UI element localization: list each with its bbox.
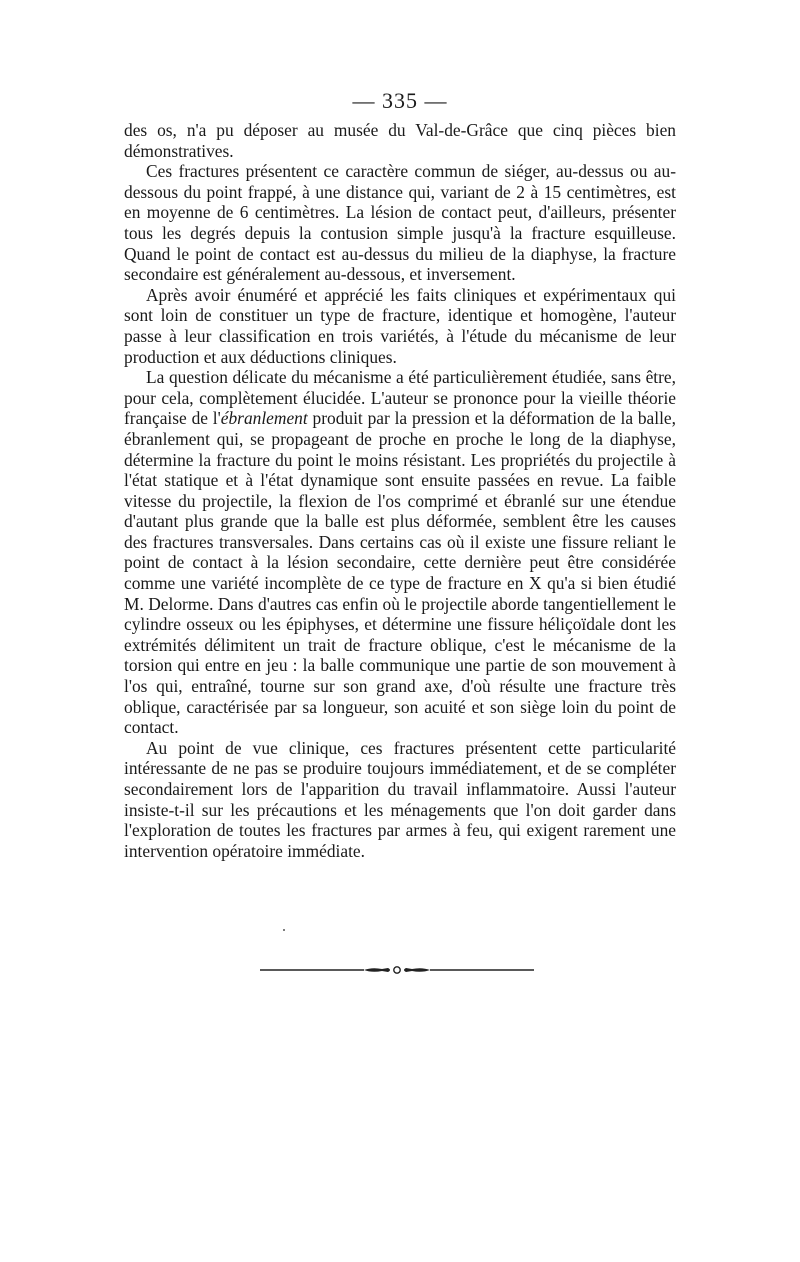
paragraph-4 (124, 367, 676, 738)
paragraph-4-part-2: produit par la pression et la déformation de la balle, ébranlement qui, se propageant de proche en proche le long de la diaphyse, détermine la fracture du point le moins résistant. Les propriétés du projectile à l'état statique et à l'état dynamique sont ensuite passées en revue. La faible vitesse du projectile, la flexion de l'os comprimé et ébranlé sur une étendue d'autant plus grande que la balle est plus déformée, semblent être les causes des fractures transversales. Dans certains cas où il existe une fissure reliant le point de contact à la lésion secondaire, cette dernière peut être considérée comme une variété incomplète de ce type de fracture en X qu'a si bien étudié M. Delorme. Dans d'autres cas enfin où le projectile aborde tangentiellement le cylindre osseux ou les épiphyses, et détermine une fissure héliçoïdale dont les extrémités délimitent un trait de fracture oblique, c'est le mécanisme de la torsion qui entre en jeu : la balle communique une partie de son mouvement à l'os qui, entraîné, tourne sur son grand axe, d'où résulte une fracture très oblique, caractérisée par sa longueur, son acuité et son siège loin du point de contact. (124, 408, 676, 738)
ornament-rule-icon (260, 962, 534, 978)
paragraph-4-part-1: La question délicate du mécanisme a été particulièrement étudiée, sans être, pour cela, complètement élucidée. L'auteur se prononce pour la vieille théorie française de l' (124, 367, 676, 429)
ink-speck (283, 929, 285, 931)
paragraph-5: Au point de vue clinique, ces fractures présentent cette particularité intéressante de ne pas se produire toujours immédiatement, et de se compléter secondairement lors de l'apparition du travail inflammatoire. Aussi l'auteur insiste-t-il sur les précautions et les ménagements que l'on doit garder dans l'exploration de toutes les fractures par armes à feu, qui exigent rarement une intervention opératoire immédiate. (124, 737, 676, 861)
paragraph-2: Ces fractures présentent ce caractère commun de siéger, au-dessus ou au-dessous du point frappé, à une distance qui, variant de 2 à 15 centimètres, est en moyenne de 6 centimètres. La lésion de contact peut, d'ailleurs, présenter tous les degrés depuis la contusion simple jusqu'à la fracture esquilleuse. Quand le point de contact est au-dessus du milieu de la diaphyse, la fracture secondaire est généralement au-dessous, et inversement. (124, 161, 676, 285)
body-text (124, 120, 676, 861)
page-number: — 335 — (352, 88, 448, 113)
paragraph-3: Après avoir énuméré et apprécié les faits cliniques et expérimentaux qui sont loin de constituer un type de fracture, identique et homogène, l'auteur passe à leur classification en trois variétés, à l'étude du mécanisme de leur production et aux déductions cliniques. (124, 284, 676, 367)
paragraph-1: des os, n'a pu déposer au musée du Val-de-Grâce que cinq pièces bien démonstratives. (124, 120, 676, 161)
emphasized-term: ébranlement (220, 408, 308, 429)
